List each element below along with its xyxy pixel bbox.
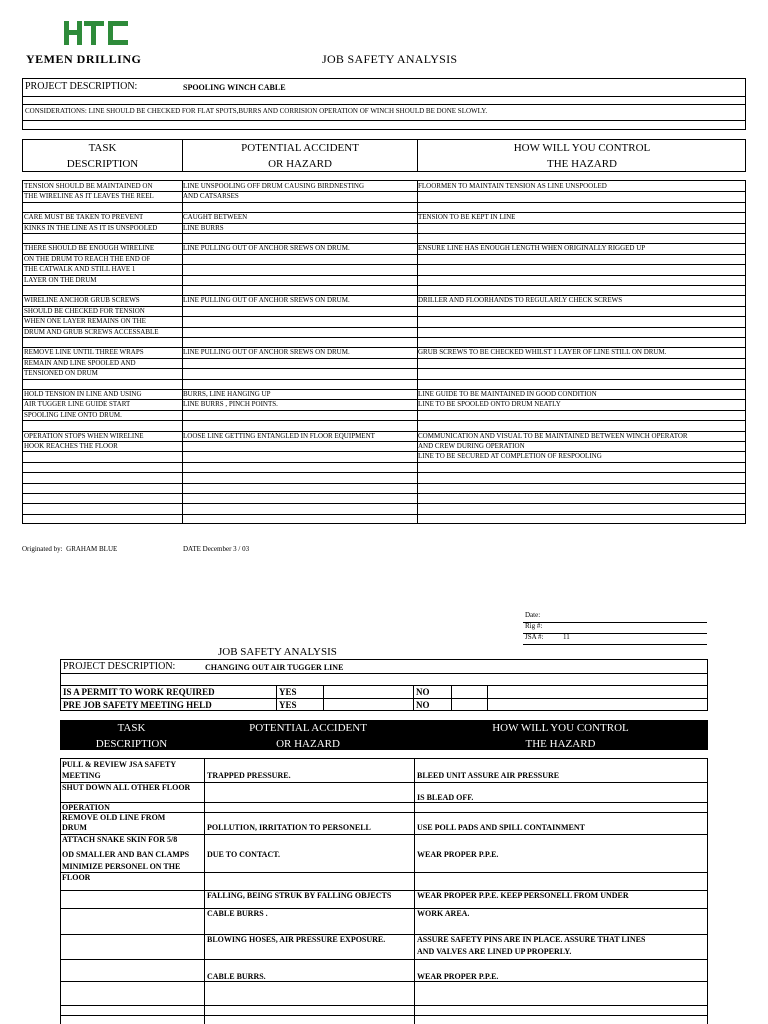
row-divider xyxy=(23,441,745,442)
task-cell: OD SMALLER AND BAN CLAMPS xyxy=(62,850,190,859)
hazard-cell: DUE TO CONTACT. xyxy=(207,850,280,859)
jsa2-column-headers xyxy=(60,720,708,750)
jsa-number-label: JSA #: xyxy=(525,633,544,641)
row-divider xyxy=(23,337,745,338)
hazard-cell: LINE UNSPOOLING OFF DRUM CAUSING BIRDNESTING xyxy=(183,182,365,190)
hazard-cell: BLOWING HOSES, AIR PRESSURE EXPOSURE. xyxy=(207,935,386,944)
jsa1-table xyxy=(22,180,746,524)
control-cell: TENSION TO BE KEPT IN LINE xyxy=(418,213,516,222)
row-divider xyxy=(23,368,745,369)
control-cell: DRILLER AND FLOORHANDS TO REGULARLY CHECK SCREWS xyxy=(418,296,623,305)
hazard-cell: POLLUTION, IRRITATION TO PERSONELL xyxy=(207,823,371,832)
task-cell: TENSIONED ON DRUM xyxy=(24,369,98,378)
jsa2-title: JOB SAFETY ANALYSIS xyxy=(218,646,337,658)
control-cell: COMMUNICATION AND VISUAL TO BE MAINTAINED BETWEEN WINCH OPERATOR xyxy=(418,431,688,440)
header-hazard: POTENTIAL ACCIDENT OR HAZARD xyxy=(241,142,359,170)
control-cell: BLEED UNIT ASSURE AIR PRESSURE xyxy=(417,771,560,780)
hazard-cell: FALLING, BEING STRUK BY FALLING OBJECTS xyxy=(207,891,392,900)
row-divider xyxy=(61,1005,707,1006)
task-cell: THERE SHOULD BE ENOUGH WIRELINE xyxy=(24,244,155,253)
task-cell: MINIMIZE PERSONEL ON THE xyxy=(62,862,181,871)
row-divider xyxy=(61,1015,707,1016)
task-cell: SHOULD BE CHECKED FOR TENSION xyxy=(24,306,145,315)
jsa2-project-value: CHANGING OUT AIR TUGGER LINE xyxy=(205,663,344,672)
row-divider xyxy=(23,462,745,463)
rig-label: Rig #: xyxy=(525,622,543,630)
task-cell: SPOOLING LINE ONTO DRUM. xyxy=(24,410,122,419)
task-cell: THE CATWALK AND STILL HAVE 1 xyxy=(24,265,136,274)
row-divider xyxy=(61,981,707,982)
row-divider xyxy=(23,275,745,276)
task-cell: TENSION SHOULD BE MAINTAINED ON xyxy=(24,182,153,190)
permit-yes[interactable]: YES xyxy=(279,687,297,697)
jsa2-project-box xyxy=(60,659,708,711)
task-cell: OPERATION xyxy=(62,803,110,812)
row-divider xyxy=(23,233,745,234)
permit-no[interactable]: NO xyxy=(416,687,430,697)
control-cell: AND VALVES ARE LINED UP PROPERLY. xyxy=(417,947,572,956)
hazard-cell: CAUGHT BETWEEN xyxy=(183,213,248,222)
task-cell: ATTACH SNAKE SKIN FOR 5/8 xyxy=(62,835,178,844)
task-cell: MEETING xyxy=(62,771,101,780)
control-cell: WEAR PROPER P.P.E. xyxy=(417,850,499,859)
control-cell: LINE GUIDE TO BE MAINTAINED IN GOOD CONDITION xyxy=(418,390,597,398)
task-cell: THE WIRELINE AS IT LEAVES THE REEL xyxy=(24,192,154,201)
htc-logo xyxy=(64,18,128,48)
task-cell: WHEN ONE LAYER REMAINS ON THE xyxy=(24,317,146,326)
project-description-value: SPOOLING WINCH CABLE xyxy=(183,83,286,92)
hazard-cell: AND CATSARSES xyxy=(183,192,239,201)
permit-label: IS A PERMIT TO WORK REQUIRED xyxy=(63,687,215,697)
company-name: YEMEN DRILLING xyxy=(26,52,142,66)
task-cell: WIRELINE ANCHOR GRUB SCREWS xyxy=(24,296,140,305)
row-divider xyxy=(23,503,745,504)
row-divider xyxy=(23,483,745,484)
row-divider xyxy=(23,379,745,380)
header-control: HOW WILL YOU CONTROL THE HAZARD xyxy=(513,142,651,170)
control-cell: LINE TO BE SECURED AT COMPLETION OF RESPOOLING xyxy=(418,452,602,461)
task-cell: FLOOR xyxy=(62,873,91,882)
jsa2-project-label: PROJECT DESCRIPTION: xyxy=(63,661,176,672)
task-cell: LAYER ON THE DRUM xyxy=(24,275,97,284)
row-divider xyxy=(23,451,745,452)
control-cell: LINE TO BE SPOOLED ONTO DRUM NEATLY xyxy=(418,400,561,409)
row-divider xyxy=(23,493,745,494)
row-divider xyxy=(23,202,745,203)
task-cell: DRUM AND GRUB SCREWS ACCESSABLE xyxy=(24,327,159,336)
task-cell: HOLD TENSION IN LINE AND USING xyxy=(24,390,142,398)
task-cell: DRUM xyxy=(62,823,87,832)
row-divider xyxy=(61,872,707,873)
task-cell: KINKS IN THE LINE AS IT IS UNSPOOLED xyxy=(24,223,158,232)
meeting-yes[interactable]: YES xyxy=(279,700,297,710)
jsa2-table xyxy=(60,758,708,1024)
row-divider xyxy=(23,420,745,421)
control-cell: ENSURE LINE HAS ENOUGH LENGTH WHEN ORIGINALLY RIGGED UP xyxy=(418,244,646,253)
task-cell: REMAIN AND LINE SPOOLED AND xyxy=(24,358,136,367)
task-cell: REMOVE LINE UNTIL THREE WRAPS xyxy=(24,348,144,357)
control-cell: AND CREW DURING OPERATION xyxy=(418,442,525,450)
meeting-no[interactable]: NO xyxy=(416,700,430,710)
header-task: TASK DESCRIPTION xyxy=(66,142,139,170)
hazard-cell: CABLE BURRS. xyxy=(207,972,266,981)
row-divider xyxy=(23,399,745,400)
row-divider xyxy=(23,472,745,473)
control-cell: FLOORMEN TO MAINTAIN TENSION AS LINE UNSPOOLED xyxy=(418,182,607,190)
task-cell: ON THE DRUM TO REACH THE END OF xyxy=(24,254,151,263)
control-cell: WORK AREA. xyxy=(417,909,470,918)
row-divider xyxy=(23,514,745,515)
jsa1-column-headers xyxy=(22,139,746,172)
date-label: Date: xyxy=(525,611,541,619)
hazard-cell: LINE BURRS , PINCH POINTS. xyxy=(183,400,278,409)
hazard-cell: LINE BURRS xyxy=(183,223,224,232)
hazard-cell: CABLE BURRS . xyxy=(207,909,268,918)
task-cell: HOOK REACHES THE FLOOR xyxy=(24,442,118,450)
control-cell: WEAR PROPER P.P.E. xyxy=(417,972,499,981)
jsa2-header-control: HOW WILL YOU CONTROL THE HAZARD xyxy=(492,722,629,750)
hazard-cell: LINE PULLING OUT OF ANCHOR SREWS ON DRUM. xyxy=(183,244,350,253)
hazard-cell: LINE PULLING OUT OF ANCHOR SREWS ON DRUM. xyxy=(183,348,350,357)
task-cell: SHUT DOWN ALL OTHER FLOOR xyxy=(62,783,191,792)
project-description-box xyxy=(22,78,746,130)
task-cell: REMOVE OLD LINE FROM xyxy=(62,813,166,822)
hazard-cell: LOOSE LINE GETTING ENTANGLED IN FLOOR EQUIPMENT xyxy=(183,431,375,440)
task-cell: PULL & REVIEW JSA SAFETY xyxy=(62,760,177,769)
row-divider xyxy=(61,908,707,909)
row-divider xyxy=(61,802,707,803)
control-cell: ASSURE SAFETY PINS ARE IN PLACE. ASSURE THAT LINES xyxy=(417,935,646,944)
task-cell: CARE MUST BE TAKEN TO PREVENT xyxy=(24,213,144,222)
control-cell: WEAR PROPER P.P.E. KEEP PERSONELL FROM UNDER xyxy=(417,891,629,900)
document-date: DATE December 3 / 03 xyxy=(183,545,250,553)
control-cell: IS BLEAD OFF. xyxy=(417,793,474,802)
meeting-label: PRE JOB SAFETY MEETING HELD xyxy=(63,700,212,710)
control-cell: GRUB SCREWS TO BE CHECKED WHILST 1 LAYER OF LINE STILL ON DRUM. xyxy=(418,348,667,357)
hazard-cell: TRAPPED PRESSURE. xyxy=(207,771,291,780)
jsa2-header-task: TASK DESCRIPTION xyxy=(95,722,168,750)
jsa2-header-hazard: POTENTIAL ACCIDENT OR HAZARD xyxy=(249,722,367,750)
task-cell: AIR TUGGER LINE GUIDE START xyxy=(24,400,131,409)
project-description-label: PROJECT DESCRIPTION: xyxy=(25,81,138,92)
jsa-number: 11 xyxy=(563,633,570,641)
task-cell: OPERATION STOPS WHEN WIRELINE xyxy=(24,431,144,440)
row-divider xyxy=(23,410,745,411)
document-title: JOB SAFETY ANALYSIS xyxy=(322,52,458,66)
row-divider xyxy=(61,959,707,960)
control-cell: USE POLL PADS AND SPILL CONTAINMENT xyxy=(417,823,585,832)
considerations-text: CONSIDERATIONS: LINE SHOULD BE CHECKED FOR FLAT SPOTS,BURRS AND CORRISION OPERATION OF WINCH SHOULD BE DONE SLOWLY. xyxy=(25,107,488,115)
hazard-cell: LINE PULLING OUT OF ANCHOR SREWS ON DRUM. xyxy=(183,296,350,305)
hazard-cell: BURRS, LINE HANGING UP xyxy=(183,390,271,398)
originated-by: Originated by: GRAHAM BLUE xyxy=(22,545,118,553)
row-divider xyxy=(23,285,745,286)
jsa-info-block xyxy=(523,612,707,646)
